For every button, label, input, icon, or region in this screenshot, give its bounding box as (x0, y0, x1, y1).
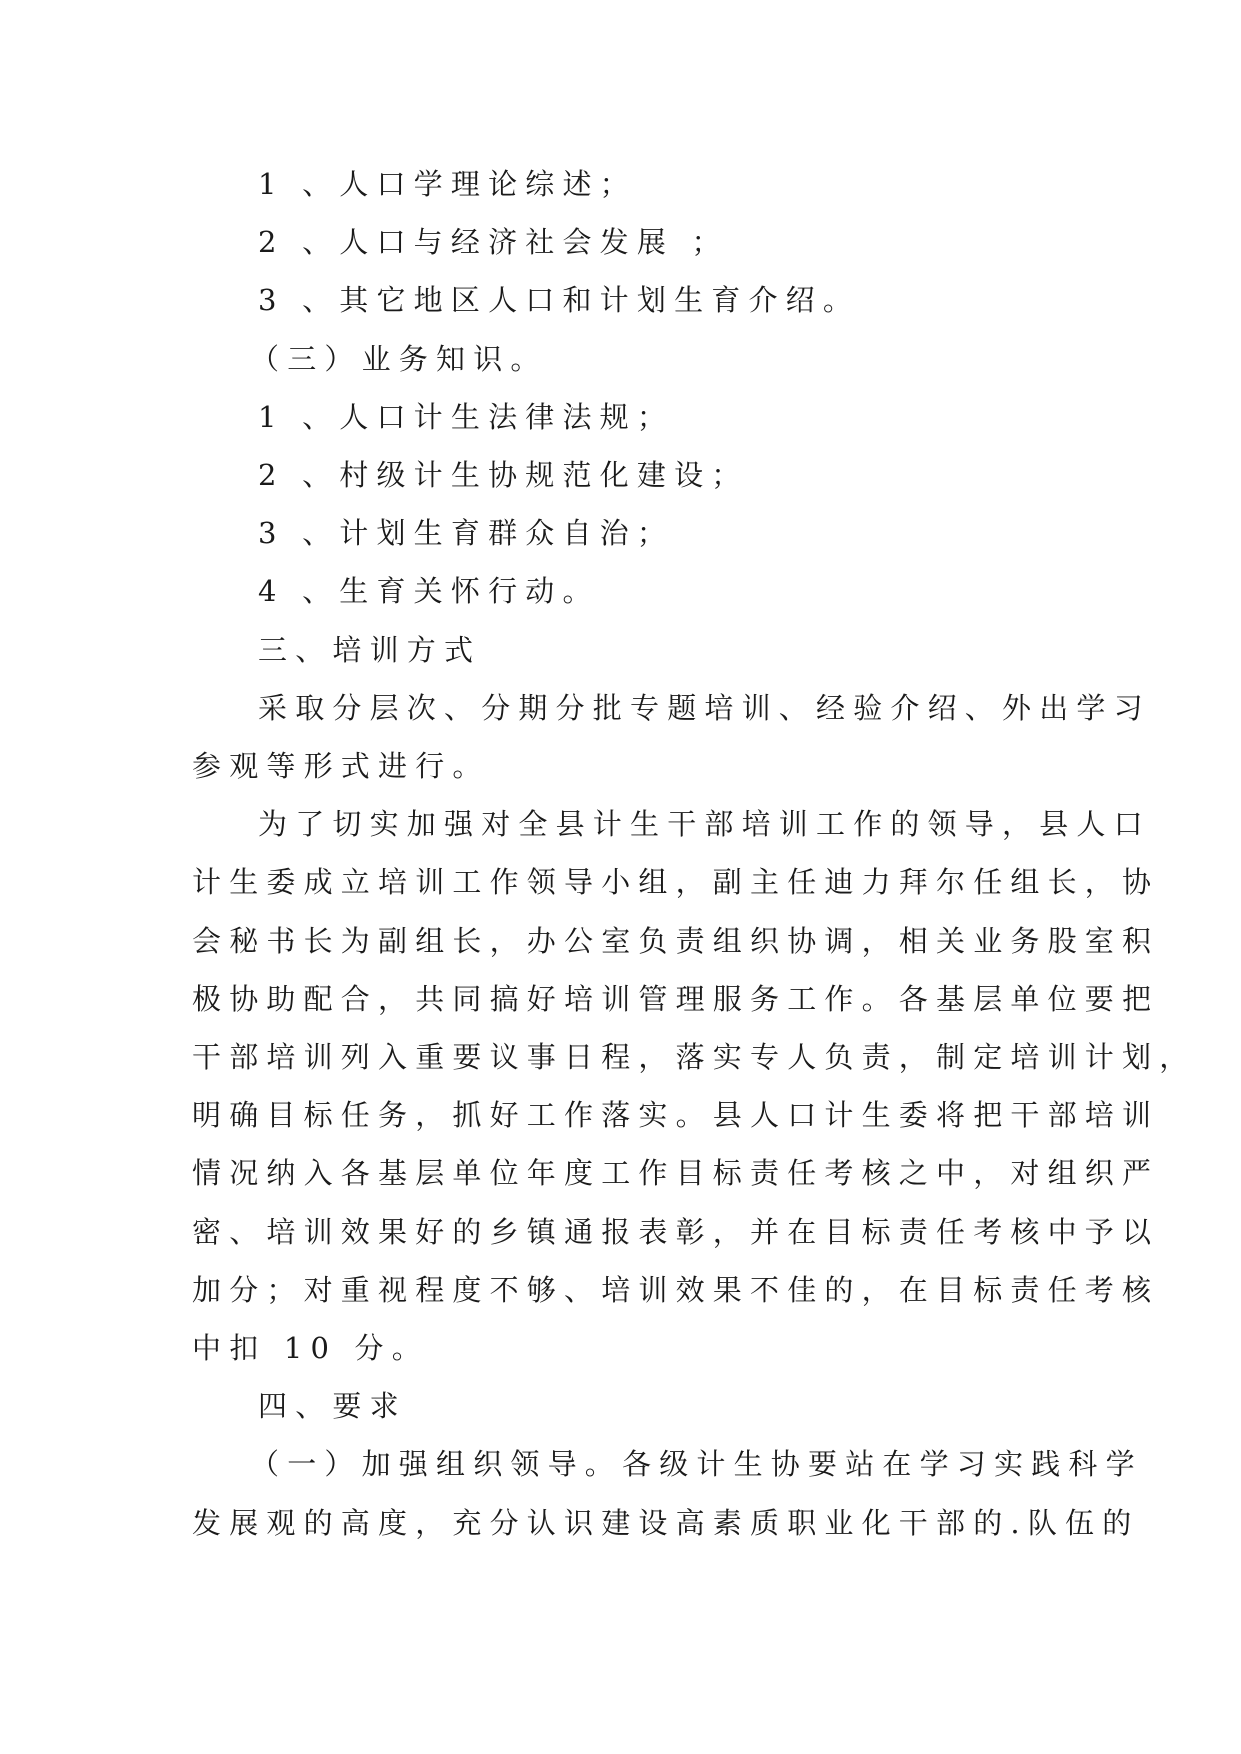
list-item-theory: 1 、人口学理论综述； (258, 167, 637, 201)
paragraph-line: 密、培训效果好的乡镇通报表彰，并在目标责任考核中予以 (192, 1214, 1160, 1249)
section-heading-training-method: 三、培训方式 (258, 632, 482, 667)
paragraph-line: 明确目标任务，抓好工作落实。县人口计生委将把干部培训 (192, 1098, 1160, 1133)
paragraph-line: 会秘书长为副组长，办公室负责组织协调，相关业务股室积 (192, 923, 1160, 958)
list-item-self-governance: 3 、计划生育群众自治； (258, 516, 675, 551)
paragraph-line: 加分；对重视程度不够、培训效果不佳的，在目标责任考核 (192, 1272, 1160, 1307)
paragraph-line: 计生委成立培训工作领导小组，副主任迪力拜尔任组长，协 (192, 865, 1160, 900)
section-heading-requirements: 四、要求 (258, 1389, 407, 1424)
paragraph-line: 干部培训列入重要议事日程，落实专人负责，制定培训计划， (192, 1040, 1197, 1075)
paragraph-requirements (192, 1435, 1143, 1551)
paragraph-line: 参观等形式进行。 (192, 749, 490, 784)
list-item-economy: 2 、人口与经济社会发展 ； (258, 225, 729, 260)
paragraph-leadership (192, 795, 1197, 1377)
list-item-laws: 1 、人口计生法律法规； (258, 399, 675, 434)
paragraph-line: 为了切实加强对全县计生干部培训工作的领导，县人口 (258, 807, 1151, 842)
list-item-other-regions: 3 、其它地区人口和计划生育介绍。 (258, 283, 861, 318)
list-item-care-action: 4 、生育关怀行动。 (258, 574, 600, 609)
document-body (192, 155, 1197, 1552)
paragraph-line: 中扣 10 分。 (192, 1331, 429, 1366)
paragraph-training-method (192, 679, 1151, 795)
list-item-village-association: 2 、村级计生协规范化建设； (258, 458, 749, 493)
paragraph-line: 极协助配合，共同搞好培训管理服务工作。各基层单位要把 (192, 981, 1160, 1016)
paragraph-line: （一）加强组织领导。各级计生协要站在学习实践科学 (250, 1447, 1143, 1482)
subheading-business-knowledge: （三）业务知识。 (250, 341, 548, 376)
paragraph-line: 发展观的高度，充分认识建设高素质职业化干部的.队伍的 (192, 1505, 1140, 1540)
paragraph-line: 情况纳入各基层单位年度工作目标责任考核之中，对组织严 (192, 1156, 1160, 1191)
paragraph-line: 采取分层次、分期分批专题培训、经验介绍、外出学习 (258, 690, 1151, 725)
